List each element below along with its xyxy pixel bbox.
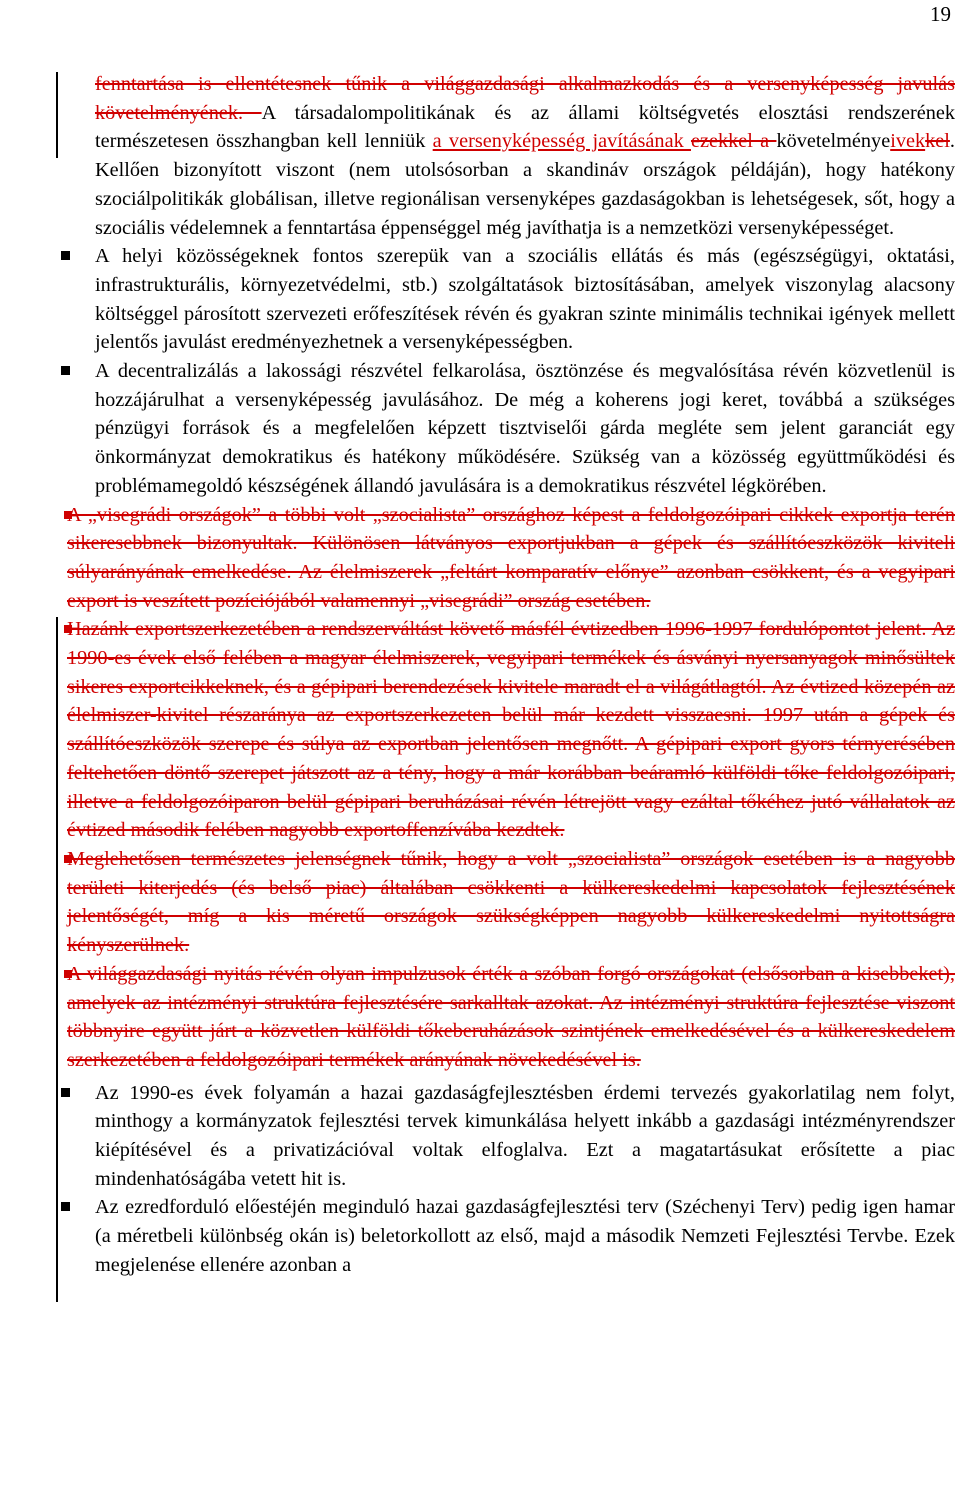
deleted-list-item [67,845,955,960]
document-body [67,70,956,1280]
list-item-text: Az 1990-es évek folyamán a hazai gazdaságfejlesztésben érdemi tervezés gyakorlatilag nem folyt, minthogy a kormányzatok fejlesztési tervek kimunkálása helyett inkább a gazdasági intézményrendszer kiépítésével és a privatizációval voltak elfoglalva. Ezt a magatartásukat erősítette a piac mindenhatóságába vetett hit is. [95,1081,955,1190]
change-bar [56,617,58,1302]
inserted-text: ivek [890,130,926,153]
deleted-list-item-text: Hazánk exportszerkezetében a rendszerváltást követő másfél évtizedben 1996-1997 fordulópontot jelent. Az 1990-es évek első felében a magyar élelmiszerek, vegyipari termékek és ásványi nyersanyagok minősültek sikeres exportcikkeknek, és a gépipari berendezések kivitele maradt el a világátlagtól. Az évtized közepén az élelmiszer-kivitel részaránya az exportszerkezeten belül már kezdett visszaesni. 1997 után a gépek és szállítóeszközök szerepe és súlya az exportban jelentősen megnőtt. A gépipari export gyors térnyerésében feltehetően döntő szerepet játszott az a tény, hogy a már korábban beáramló külföldi tőke feldolgozóipari, illetve a feldolgozóiparon belül gépipari beruházásai révén létrejött vagy ezáltal tőkéhez jutó vállalatok az évtized második felében nagyobb exportoffenzívába kezdtek. [67,618,955,842]
inserted-text: a versenyképesség javításának [432,130,691,153]
deleted-list-item-text: A világgazdasági nyitás révén olyan impulzusok érték a szóban forgó országokat (elsősorban a kisebbeket), amelyek az intézményi struktúra fejlesztésére sarkalltak azokat. Az intézményi struktúra fejlesztése viszont többnyire együtt járt a közvetlen külföldi tőkeberuházások szintjének emelkedésével és a külkereskedelem szerkezetében a feldolgozóipari termékek arányának növekedésével is. [67,962,955,1071]
list-item [95,242,955,357]
deleted-list-item [67,615,955,845]
list-item [95,357,955,501]
bullet-square-icon [61,1088,70,1097]
change-bar [56,72,58,158]
paragraph-intro [95,70,955,242]
deleted-text: kel [925,130,950,153]
deleted-text: ezekkel a [690,130,777,153]
text-run: A társadalompolitikának és az állami költségvetés elosztási rendszerének természetesen összhangban kell lenniük [95,101,956,153]
bullet-square-icon [61,366,70,375]
page-number: 19 [930,2,951,26]
bullet-square-icon [61,1202,70,1211]
deleted-text: fenntartása is ellentétesnek tűnik a világgazdasági alkalmazkodás és a versenyképesség javulás követelményének. [95,73,955,124]
deleted-list-item [67,960,955,1075]
deleted-list-item-text: Meglehetősen természetes jelenségnek tűnik, hogy a volt „szocialista” országok esetében is a nagyobb területi kiterjedés (és belső piac) általában csökkenti a külkereskedelmi kapcsolatok fejlesztésének jelentőségét, míg a kis méretű országok szükségképpen nagyobb külkereskedelmi nyitottságra kényszerülnek. [67,847,955,957]
list-item-text: Az ezredforduló előestéjén meginduló hazai gazdaságfejlesztési terv (Széchenyi Terv) pedig igen hamar (a méretbeli különbség okán is) beletorkollott az első, majd a második Nemzeti Fejlesztési Tervbe. Ezek megjelenése ellenére azonban a [95,1196,955,1276]
text-run: követelménye [776,130,891,153]
list-item [95,1079,955,1194]
text-run: . Kellően bizonyított viszont (nem utolsósorban a skandináv országok példáján), hogy hatékony szociálpolitikák globálisan, illetve regionálisan versenyképes gazdaságokban is lehetségesek, sőt, hogy a szociális védelemnek a fenntartása éppenséggel még javíthatja is a nemzetközi versenyképességet. [95,130,955,239]
deleted-list-item-text: A „visegrádi országok” a többi volt „szocialista” országhoz képest a feldolgozóipari cikkek exportja terén sikeresebbnek bizonyultak. Különösen látványos exportjukban a gépek és szállítóeszközök kiviteli súlyarányának emelkedése. Az élelmiszerek „feltárt komparatív előnye” azonban csökkent, és a vegyipari export is veszített pozíciójából valamennyi „visegrádi” ország esetében. [67,503,955,612]
list-item [95,1193,955,1279]
bullet-square-icon [61,251,70,260]
deleted-list-item [67,501,955,616]
list-item-text: A helyi közösségeknek fontos szerepük van a szociális ellátás és más (egészségügyi, oktatási, infrastrukturális, környezetvédelmi, stb.) szolgáltatások biztosításában, amelyek viszonylag alacsony költséggel párosított szervezeti erőfeszítések révén és gyakran szinte minimális technikai igények mellett jelentős javulást eredményezhetnek a versenyképességben. [95,245,955,354]
list-item-text: A decentralizálás a lakossági részvétel felkarolása, ösztönzése és megvalósítása révén közvetlenül is hozzájárulhat a versenyképesség javulásához. De még a koherens jogi keret, továbbá a szükséges pénzügyi források és a megfelelően képzett tisztviselői gárda megléte sem jelent garanciát egy önkormányzat demokratikus és hatékony működésére. Szükség van a közösség együttműködési és problémamegoldó készségének állandó javulására is a demokratikus részvétel légkörében. [95,360,955,497]
